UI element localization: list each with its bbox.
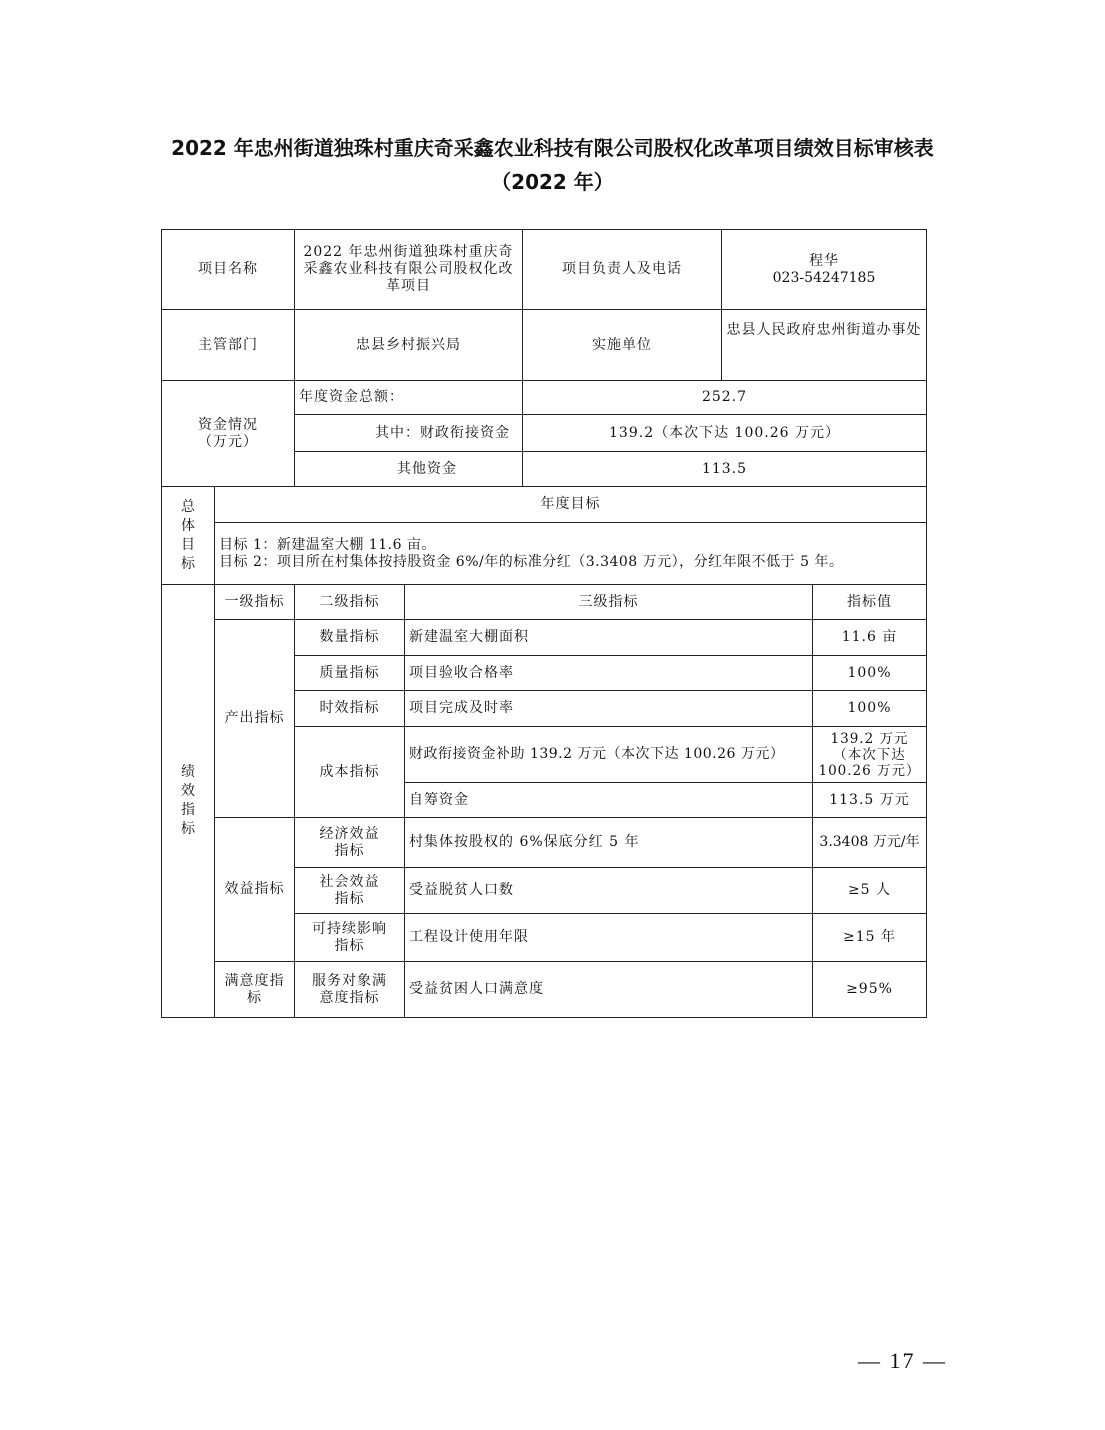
funds-total-label: 年度资金总额： bbox=[299, 389, 404, 405]
value-cell: 100% bbox=[847, 700, 892, 716]
level3-cell: 村集体按股权的 6%保底分红 5 年 bbox=[409, 834, 640, 850]
level3-cell: 受益贫困人口满意度 bbox=[409, 981, 544, 997]
value-cell: 139.2 万元（本次下达 100.26 万元） bbox=[818, 730, 921, 779]
impl-value: 忠县人民政府忠州街道办事处 bbox=[726, 322, 922, 338]
goal-2: 目标 2：项目所在村集体按持股资金 6%/年的标准分红（3.3408 万元），分红年限不低于 5 年。 bbox=[219, 553, 844, 570]
level3-cell: 受益脱贫人口数 bbox=[409, 882, 514, 898]
contact-label: 项目负责人及电话 bbox=[562, 261, 682, 277]
dept-label: 主管部门 bbox=[198, 336, 258, 353]
level3-cell: 项目验收合格率 bbox=[409, 664, 514, 681]
value-cell: ≥95% bbox=[846, 981, 893, 997]
level2-cell: 成本指标 bbox=[319, 763, 380, 780]
col-value-header: 指标值 bbox=[847, 593, 892, 610]
annual-goals bbox=[215, 523, 926, 584]
level2-cell: 经济效益指标 bbox=[319, 825, 380, 859]
benefit-indicator-label: 效益指标 bbox=[224, 881, 285, 897]
funds-fiscal-label: 其中：财政衔接资金 bbox=[375, 424, 510, 441]
project-name-label: 项目名称 bbox=[198, 261, 258, 277]
satisfaction-indicator-label: 满意度指标 bbox=[224, 972, 285, 1006]
level3-cell: 项目完成及时率 bbox=[409, 700, 514, 716]
level2-cell: 时效指标 bbox=[319, 700, 380, 716]
value-cell: ≥15 年 bbox=[843, 929, 896, 945]
funds-other-label: 其他资金 bbox=[397, 460, 457, 477]
output-indicator-label: 产出指标 bbox=[224, 710, 285, 726]
level2-cell: 可持续影响指标 bbox=[312, 920, 387, 954]
contact-value bbox=[722, 230, 926, 309]
level3-cell: 财政衔接资金补助 139.2 万元（本次下达 100.26 万元） bbox=[409, 746, 785, 762]
col-level3-header: 三级指标 bbox=[578, 593, 639, 610]
funds-total-value: 252.7 bbox=[701, 389, 748, 405]
contact-name: 程华 bbox=[809, 252, 839, 269]
level2-cell: 社会效益指标 bbox=[319, 873, 380, 907]
funds-label: 资金情况（万元） bbox=[198, 416, 258, 450]
value-cell: 100% bbox=[847, 664, 892, 681]
dept-value: 忠县乡村振兴局 bbox=[356, 336, 461, 353]
level2-cell: 质量指标 bbox=[319, 664, 380, 681]
overall-goal-side-label: 总体目标 bbox=[181, 498, 196, 572]
document-year: （2022 年） bbox=[491, 170, 614, 194]
value-cell: 113.5 万元 bbox=[829, 791, 910, 808]
value-cell: 11.6 亩 bbox=[841, 629, 898, 645]
level3-cell: 工程设计使用年限 bbox=[409, 929, 529, 945]
value-cell: ≥5 人 bbox=[847, 882, 892, 898]
level3-cell: 新建温室大棚面积 bbox=[409, 629, 529, 645]
performance-side-label: 绩效指标 bbox=[181, 764, 196, 837]
page-number: — 17 — bbox=[858, 1348, 947, 1373]
goal-1: 目标 1：新建温室大棚 11.6 亩。 bbox=[219, 536, 436, 553]
contact-phone: 023-54247185 bbox=[772, 269, 876, 286]
impl-label: 实施单位 bbox=[592, 336, 652, 353]
level3-cell: 自筹资金 bbox=[409, 791, 469, 808]
col-level2-header: 二级指标 bbox=[319, 593, 380, 610]
value-cell: 3.3408 万元/年 bbox=[819, 834, 920, 850]
funds-other-value: 113.5 bbox=[701, 460, 748, 477]
col-level1-header: 一级指标 bbox=[224, 593, 285, 610]
level2-cell: 服务对象满意度指标 bbox=[312, 972, 387, 1006]
project-name-value: 2022 年忠州街道独珠村重庆奇采鑫农业科技有限公司股权化改革项目 bbox=[303, 244, 514, 294]
document-title: 2022 年忠州街道独珠村重庆奇采鑫农业科技有限公司股权化改革项目绩效目标审核表 bbox=[171, 136, 934, 160]
annual-goal-header: 年度目标 bbox=[540, 496, 601, 512]
funds-fiscal-value: 139.2（本次下达 100.26 万元） bbox=[609, 424, 840, 441]
level2-cell: 数量指标 bbox=[319, 629, 380, 645]
